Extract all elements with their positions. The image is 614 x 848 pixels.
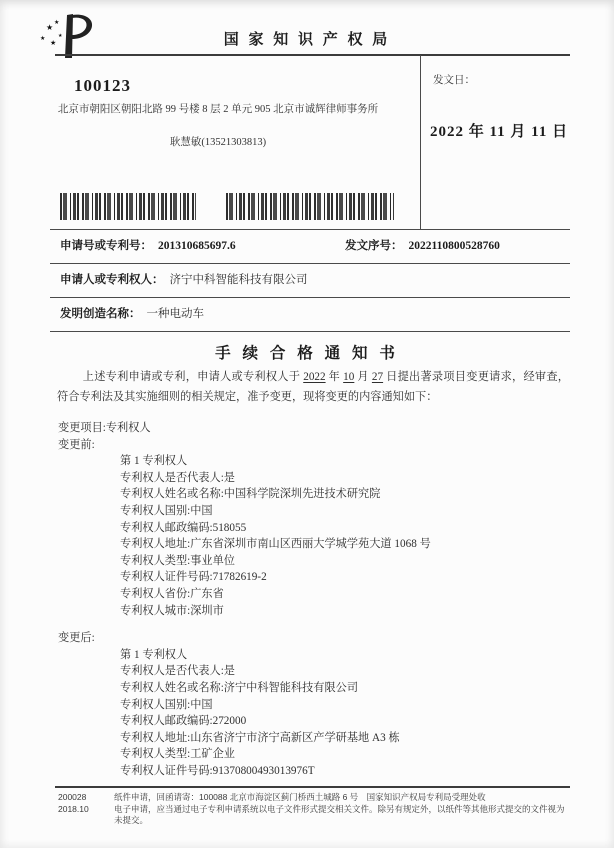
after-line: 专利权人是否代表人:是: [120, 665, 235, 678]
before-line: 专利权人是否代表人:是: [120, 471, 235, 484]
form-code: 200028: [58, 792, 87, 802]
serial-no-value: 2022110800528760: [408, 240, 500, 252]
change-before-list: [58, 453, 570, 619]
change-before-label: 变更前:: [58, 438, 95, 451]
invention-label: 发明创造名称：: [60, 308, 141, 320]
svg-text:★: ★: [46, 23, 54, 32]
svg-text:★: ★: [50, 39, 57, 47]
change-year: 2022: [303, 371, 326, 383]
change-item-line: 变更项目:专利权人: [58, 422, 151, 434]
notice-paragraph: [57, 368, 569, 407]
issue-date-label: 发文日：: [433, 75, 475, 86]
before-line: 专利权人城市:深圳市: [120, 604, 224, 617]
before-line: 专利权人地址:广东省深圳市南山区西丽大学城学苑大道 1068 号: [120, 538, 431, 551]
header-divider: [55, 54, 570, 56]
agency-title: 国 家 知 识 产 权 局: [223, 32, 391, 48]
recipient-postal-code: 100123: [74, 76, 131, 95]
change-after-list: [58, 647, 570, 780]
row-application-number: [50, 230, 570, 264]
after-line: 专利权人地址:山东省济宁市济宁高新区产学研基地 A3 栋: [120, 731, 400, 744]
row-applicant: [50, 264, 570, 298]
paragraph-text: 上述专利申请或专利，申请人或专利权人于: [82, 371, 304, 383]
field-table: [50, 229, 570, 332]
change-section: [58, 420, 570, 779]
notice-title: 手 续 合 格 通 知 书: [215, 345, 399, 362]
after-line: 专利权人证件号码:91370800493013976T: [120, 764, 315, 777]
before-line: 第 1 专利权人: [120, 455, 188, 468]
invention-value: 一种电动车: [146, 308, 204, 320]
paragraph-text: 日提出著录项目变更请求，经审查，符合专利法及其实施细则的相关规定，准予变更，现将变更的内容通知如下：: [57, 371, 569, 403]
barcode-bars: [226, 193, 394, 220]
before-line: 专利权人类型:事业单位: [120, 554, 235, 567]
footer-line-electronic: 电子申请，应当通过电子专利申请系统以电子文件形式提交相关文件。除另有规定外，以纸件等其他形式提交的文件视为未提交。: [114, 803, 565, 825]
after-line: 第 1 专利权人: [120, 648, 188, 661]
change-month: 10: [343, 371, 355, 383]
paragraph-text: 月: [354, 371, 372, 383]
after-line: 专利权人国别:中国: [120, 698, 213, 711]
after-line: 专利权人类型:工矿企业: [120, 748, 235, 761]
before-line: 专利权人姓名或名称:中国科学院深圳先进技术研究院: [120, 488, 381, 501]
serial-no-label: 发文序号：: [345, 240, 403, 252]
change-after-label: 变更后:: [58, 632, 95, 645]
application-no-label: 申请号或专利号：: [60, 240, 152, 252]
footer-line-paper: 纸件申请，回函请寄：100088 北京市海淀区蓟门桥西土城路 6 号 国家知识产权局专利局受理处收: [114, 792, 486, 802]
change-day: 27: [371, 371, 384, 383]
svg-text:★: ★: [40, 36, 46, 42]
application-no-value: 201310685697.6: [158, 240, 236, 252]
applicant-value: 济宁中科智能科技有限公司: [169, 274, 308, 286]
barcode-right: [226, 193, 394, 220]
before-line: 专利权人省份:广东省: [120, 587, 224, 600]
after-line: 专利权人邮政编码:272000: [120, 715, 247, 728]
barcode-bars: [60, 193, 196, 220]
before-line: 专利权人证件号码:71782619-2: [120, 571, 267, 584]
recipient-contact: 耿慧敏(13521303813): [169, 137, 267, 148]
row-invention-name: [50, 298, 570, 332]
before-line: 专利权人国别:中国: [120, 504, 213, 517]
barcode-left: [60, 193, 196, 220]
svg-text:★: ★: [54, 20, 60, 26]
issue-date-value: 2022 年 11 月 11 日: [430, 124, 569, 140]
recipient-address: 北京市朝阳区朝阳北路 99 号楼 8 层 2 单元 905 北京市诚辉律师事务所: [57, 104, 379, 115]
svg-text:★: ★: [58, 34, 63, 39]
footer-instructions: [114, 792, 570, 827]
applicant-label: 申请人或专利权人：: [60, 274, 164, 286]
footer: [58, 792, 570, 827]
before-line: 专利权人邮政编码:518055: [120, 521, 247, 534]
paragraph-text: 年: [325, 371, 344, 383]
form-date: 2018.10: [58, 803, 89, 814]
footer-form-code: [58, 792, 100, 827]
vertical-divider: [420, 55, 421, 229]
after-line: 专利权人姓名或名称:济宁中科智能科技有限公司: [120, 681, 359, 694]
footer-divider: [55, 786, 570, 788]
